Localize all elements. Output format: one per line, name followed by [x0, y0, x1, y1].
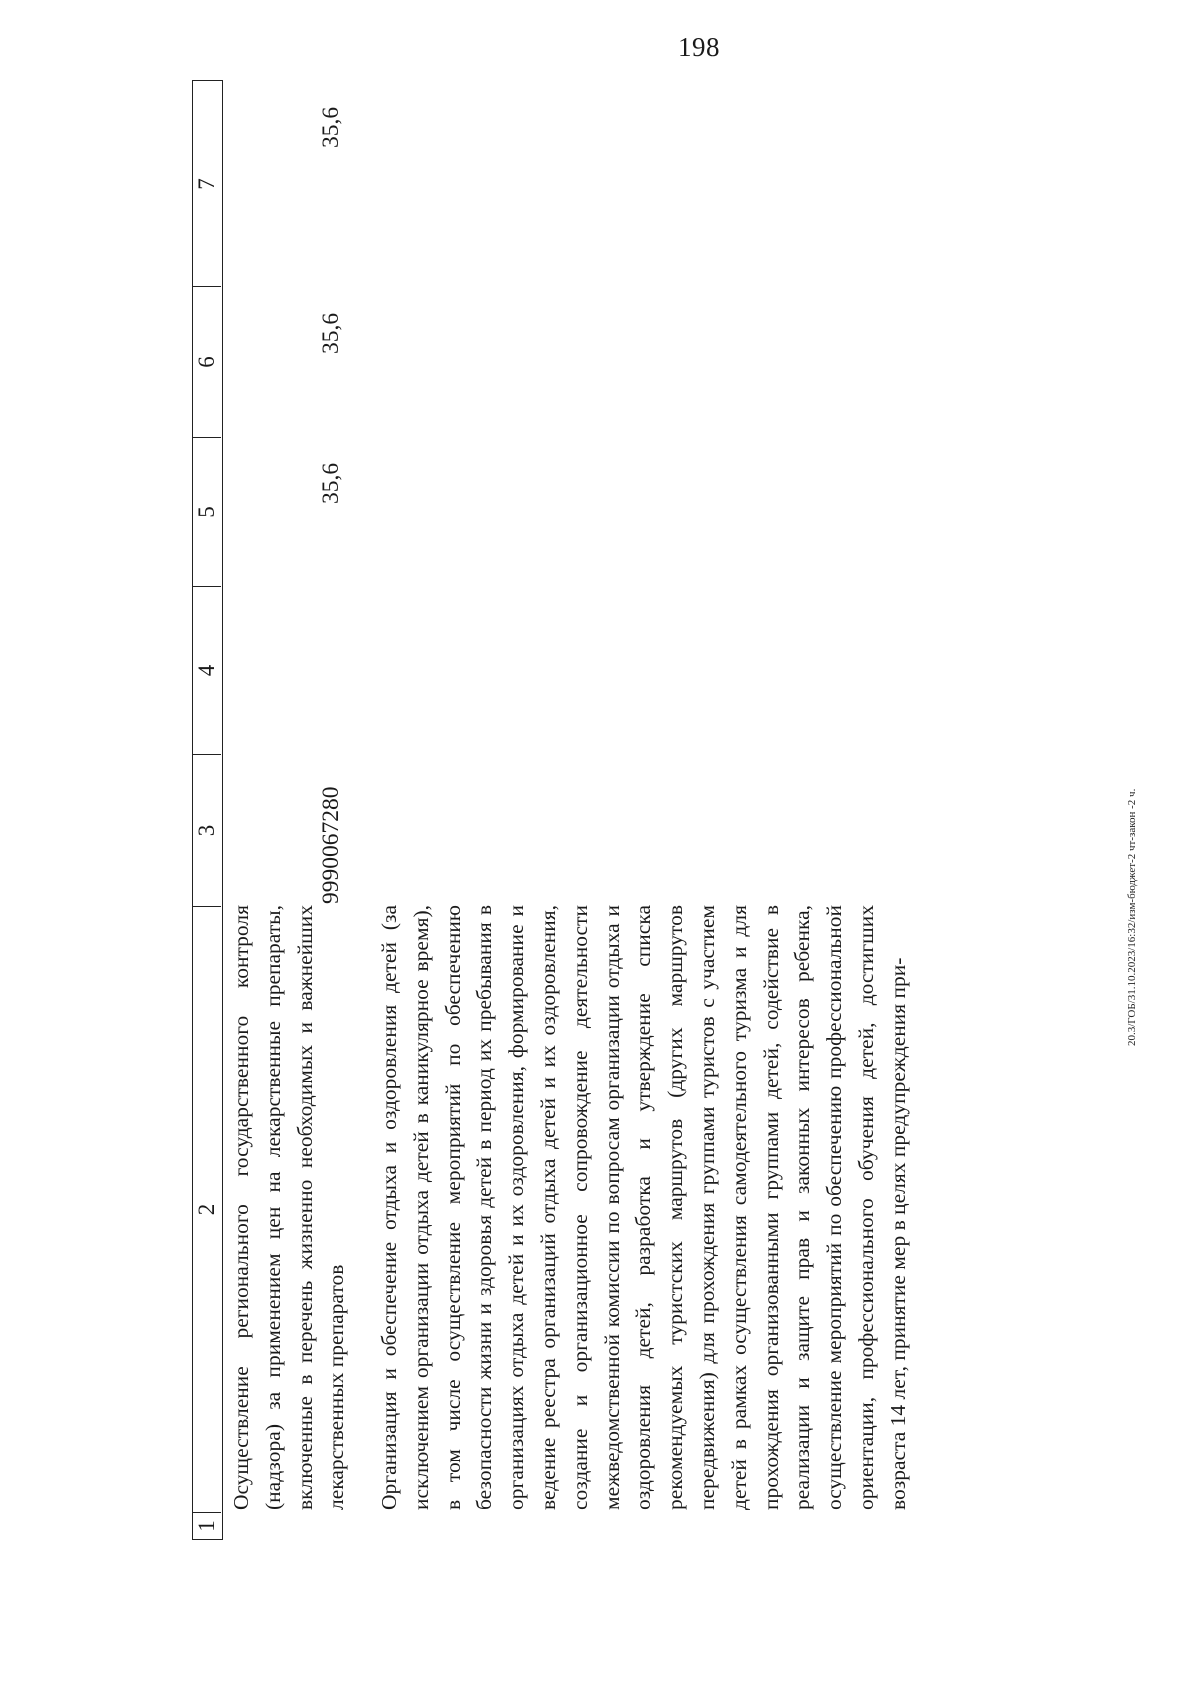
row-1-description: Осуществление регионального государственного контроля (надзора) за применением цен на лекарственные препараты, включенные в перечень жизненно необходимых и важнейших лекарственных препаратов	[229, 905, 349, 1510]
header-col-3: 3	[193, 755, 221, 907]
row-2-description: Организация и обеспечение отдыха и оздоровления детей (за исключением организации отдыха детей в каникулярное время), в том числе осуществление мероприятий по обеспечению безопасности жизни и здоровья детей в период их пребывания в организациях отдыха детей и их оздоровления, формирование и ведение реестра организаций отдыха детей и их оздоровления, создание и организационное сопровождение деятельности межведомственной комиссии по вопросам организации отдыха и оздоровления детей, разработка и утверждение списка рекомендуемых туристских маршрутов (других маршрутов передвижения) для прохождения группами туристов с участием детей в рамках осуществления самодеятельного туризма и для прохождения организованными группами детей, содействие в реализации и защите прав и законных интересов ребенка, осуществление мероприятий по обеспечению профессиональной ориентации, профессионального обучения детей, достигших возраста 14 лет, принятие мер в целях предупреждения при-	[377, 905, 910, 1510]
table-header-row	[192, 80, 223, 1540]
page-number: 198	[678, 32, 720, 62]
header-col-2: 2	[193, 907, 221, 1513]
row-1-col6-value: 35,6	[318, 312, 344, 354]
rotated-table	[192, 80, 1092, 1540]
footer-reference: 20.3/ГОБ/31.10.2023/16:32/изм-бюджет-2 чт-закон -2 ч.	[1126, 788, 1138, 1046]
row-1-col5-value: 35,6	[318, 462, 344, 504]
row-1-col7-value: 35,6	[318, 106, 344, 148]
header-col-1: 1	[194, 1520, 219, 1532]
header-col-5: 5	[193, 438, 221, 587]
row-1-code: 9990067280	[318, 786, 344, 904]
header-col-7: 7	[193, 82, 221, 287]
header-col-4: 4	[193, 587, 221, 755]
header-col-6: 6	[193, 287, 221, 438]
